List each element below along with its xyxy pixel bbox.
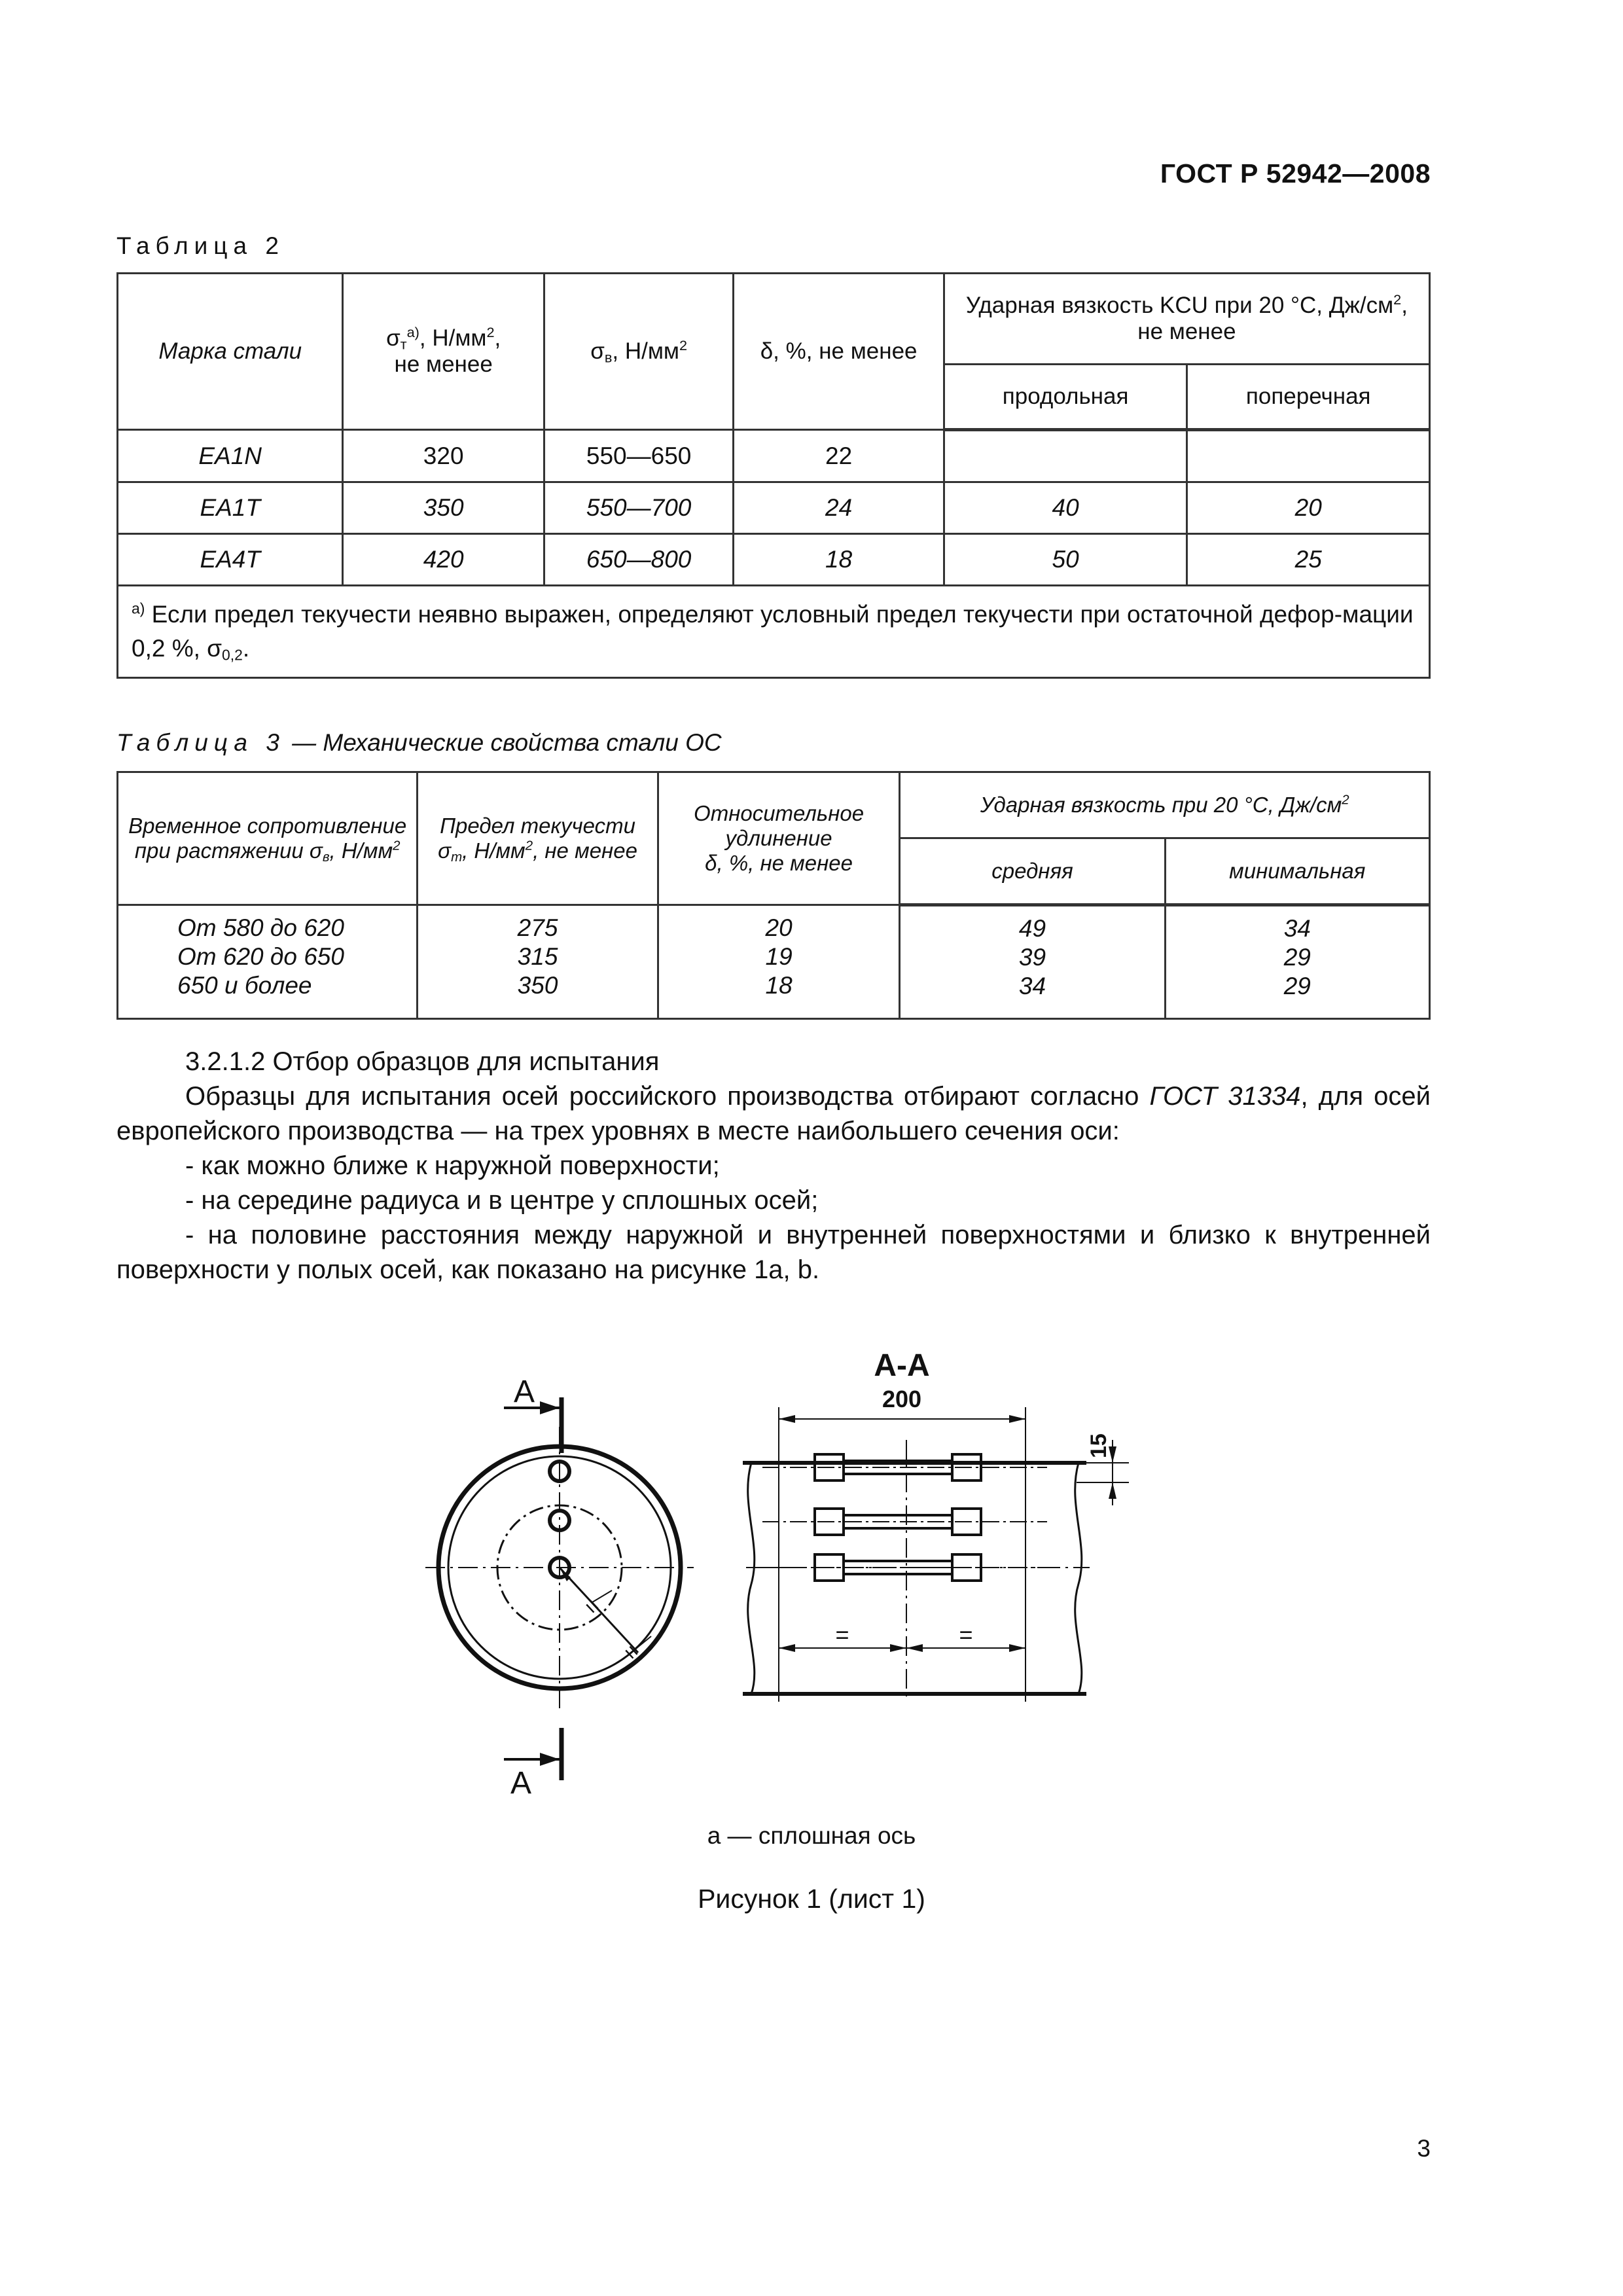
- table2-caption: Таблица 2: [116, 232, 285, 259]
- table2: [116, 272, 1431, 679]
- figure-caption: Рисунок 1 (лист 1): [698, 1884, 925, 1914]
- table3: [116, 771, 1431, 1020]
- table-row: EA1N 320 550—650 22: [118, 430, 1430, 482]
- cut-mark-top: А: [514, 1374, 535, 1409]
- table-row: От 580 до 620: [177, 914, 344, 941]
- section-heading: 3.2.1.2 Отбор образцов для испытания: [185, 1047, 660, 1076]
- equal-sign: =: [579, 1593, 606, 1620]
- table2-header-delta: δ, %, не менее: [734, 274, 944, 430]
- paragraph: Образцы для испытания осей российского производства отбирают согласно ГОСТ 31334, для осей европейского производства — на трех уровнях в месте наибольшего сечения оси:: [116, 1082, 1431, 1145]
- table2-header-impact: Ударная вязкость KCU при 20 °С, $Дж/см^2$, не менее: [944, 274, 1429, 365]
- table-row: От 620 до 650: [177, 943, 344, 970]
- page-number: 3: [1417, 2135, 1431, 2162]
- table3-header-elongation: Относительное удлинение δ, %, не менее: [658, 772, 900, 905]
- table-row: EA1T 350 550—700 24 40 20: [118, 482, 1430, 534]
- table3-body: От 580 до 620 От 620 до 650 650 и более 275 315 350 20 19 18 49 39 34 34 29 29: [118, 905, 1430, 1019]
- list-item: - как можно ближе к наружной поверхности;: [185, 1151, 720, 1180]
- figure-drawing: [406, 1316, 1283, 1813]
- table3-header-average: средняя: [900, 838, 1165, 905]
- equal-sign: =: [959, 1621, 973, 1648]
- table-row: EA4T 420 650—800 18 50 25: [118, 534, 1430, 586]
- table3-header-tensile: Временное сопротивление при растяжении $\sigma_в$, $Н/мм^2$: [118, 772, 418, 905]
- dim-width: 200: [882, 1386, 922, 1412]
- equal-sign: =: [618, 1639, 645, 1666]
- table3-caption: Таблица 3 — Механические свойства стали ОС: [116, 729, 722, 756]
- table2-header-longitudinal: продольная: [944, 365, 1187, 430]
- cut-mark-bottom: А: [510, 1766, 532, 1801]
- table3-header-minimum: минимальная: [1165, 838, 1429, 905]
- table3-header-yield: Предел текучести $\sigma_т$, $Н/мм^2$, не менее: [418, 772, 658, 905]
- list-item: - на половине расстояния между наружной и внутренней поверхностями и близко к внутренней поверхности у полых осей, как показано на рисунке 1а, b.: [116, 1221, 1431, 1284]
- equal-sign: =: [835, 1621, 849, 1648]
- table2-header-transverse: поперечная: [1187, 365, 1430, 430]
- section-label: А-А: [874, 1348, 930, 1383]
- table-row: 650 и более: [177, 972, 312, 999]
- table2-header-sigma-v: $\sigma_в$, $Н/мм^2$: [544, 274, 733, 430]
- table2-header-grade: Марка стали: [118, 274, 343, 430]
- figure-subcaption: а — сплошная ось: [707, 1822, 916, 1849]
- list-item: - на середине радиуса и в центре у сплошных осей;: [185, 1186, 819, 1215]
- table2-header-sigma-t: $\sigma_т^{а)}$, $Н/мм^2$, не менее: [343, 274, 544, 430]
- table3-header-impact: Ударная вязкость при 20 °С, $Дж/см^2$: [900, 772, 1430, 838]
- dim-offset: 15: [1086, 1433, 1111, 1458]
- table2-footnote: $^{а)}$ Если предел текучести неявно выражен, определяют условный предел текучести при остаточной дефор-мации 0,2 %, $\sigma_{0,2}$.: [118, 586, 1430, 678]
- body-text: [116, 1045, 1431, 1287]
- document-header: ГОСТ Р 52942—2008: [1160, 158, 1431, 188]
